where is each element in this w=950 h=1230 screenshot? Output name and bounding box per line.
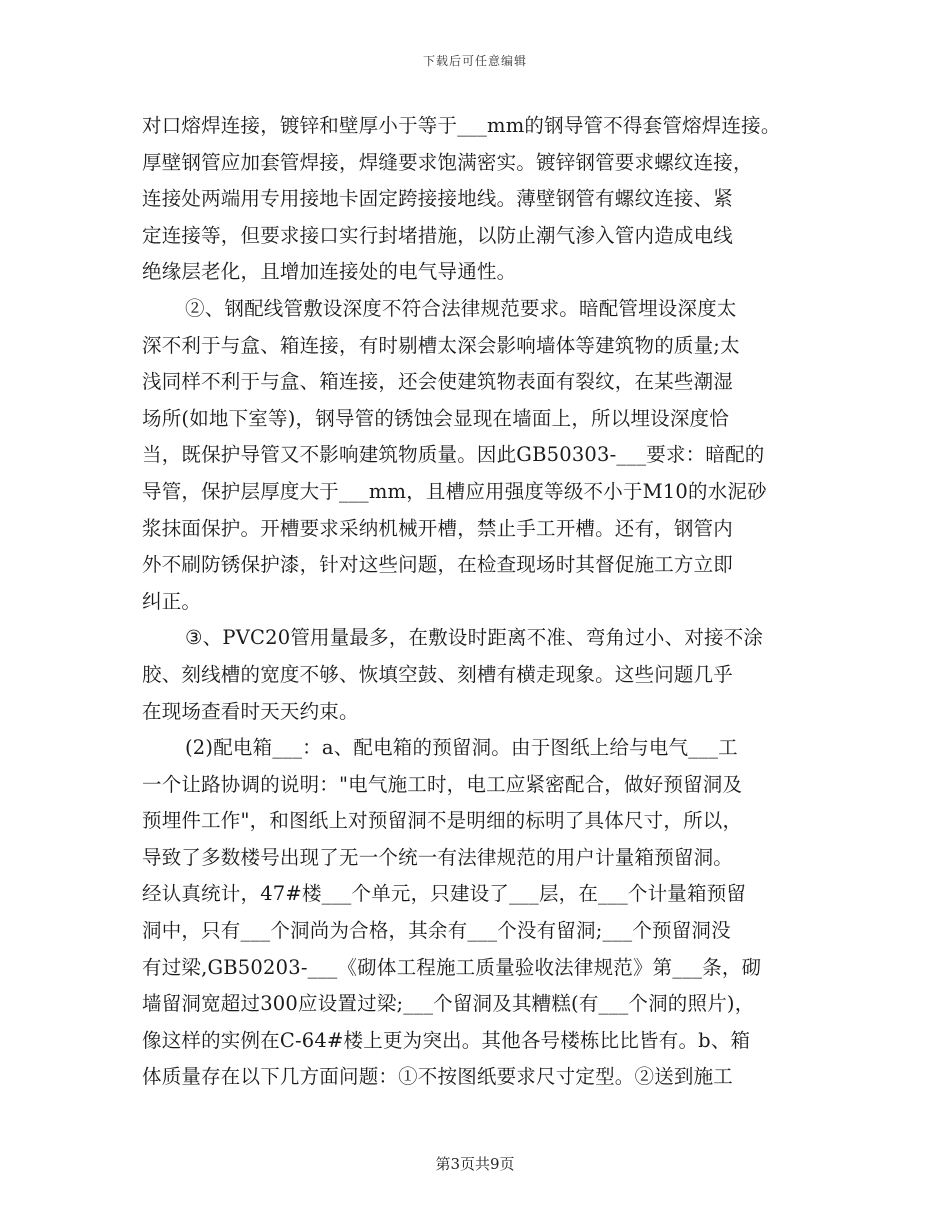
text-line: 胶、刻线槽的宽度不够、恢填空鼓、刻槽有横走现象。这些问题几乎 bbox=[142, 662, 734, 686]
text-line: 外不刷防锈保护漆，针对这些问题，在检查现场时其督促施工方立即 bbox=[142, 553, 734, 577]
text-line: 一个让路协调的说明："电气施工时，电工应紧密配合，做好预留洞及 bbox=[142, 772, 743, 796]
text-line: 像这样的实例在C-64#楼上更为突出。其他各号楼栋比比皆有。b、箱 bbox=[142, 1028, 751, 1052]
text-line: 有过梁,GB50203-___《砌体工程施工质量验收法律规范》第___条，砌 bbox=[142, 955, 762, 979]
text-line: 场所(如地下室等)，钢导管的锈蚀会显现在墙面上，所以埋设深度恰 bbox=[142, 406, 729, 430]
text-line: 连接处两端用专用接地卡固定跨接接地线。薄壁钢管有螺纹连接、紧 bbox=[142, 187, 734, 211]
document-body bbox=[142, 108, 817, 1096]
page-number: 第3页共9页 bbox=[435, 1155, 515, 1173]
text-line: ②、钢配线管敷设深度不符合法律规范要求。暗配管埋设深度太 bbox=[185, 296, 737, 320]
text-line: 定连接等，但要求接口实行封堵措施，以防止潮气渗入管内造成电线 bbox=[142, 223, 734, 247]
text-line: (2)配电箱___：a、配电箱的预留洞。由于图纸上给与电气___工 bbox=[185, 736, 738, 760]
text-line: 导致了多数楼号出现了无一个统一有法律规范的用户计量箱预留洞。 bbox=[142, 845, 734, 869]
text-line: 浅同样不利于与盒、箱连接，还会使建筑物表面有裂纹，在某些潮湿 bbox=[142, 370, 734, 394]
text-line: 浆抹面保护。开槽要求采纳机械开槽，禁止手工开槽。还有，钢管内 bbox=[142, 516, 734, 540]
text-line: 当，既保护导管又不影响建筑物质量。因此GB50303-___要求：暗配的 bbox=[142, 443, 765, 467]
text-line: 绝缘层老化，且增加连接处的电气导通性。 bbox=[142, 260, 517, 284]
text-line: 深不利于与盒、箱连接，有时剔槽太深会影响墙体等建筑物的质量;太 bbox=[142, 333, 740, 357]
text-line: 预埋件工作"，和图纸上对预留洞不是明细的标明了具体尺寸，所以， bbox=[142, 809, 743, 833]
page-header: 下载后可任意编辑 bbox=[422, 54, 527, 68]
text-line: 纠正。 bbox=[142, 589, 202, 613]
text-line: 厚壁钢管应加套管焊接，焊缝要求饱满密实。镀锌钢管要求螺纹连接， bbox=[142, 150, 753, 174]
text-line: 经认真统计，47#楼___个单元，只建设了___层，在___个计量箱预留 bbox=[142, 882, 747, 906]
text-line: 墙留洞宽超过300应设置过梁;___个留洞及其糟糕(有___个洞的照片)， bbox=[142, 992, 755, 1016]
text-line: 导管，保护层厚度大于___mm，且槽应用强度等级不小于M10的水泥砂 bbox=[142, 479, 767, 503]
text-line: 洞中，只有___个洞尚为合格，其余有___个没有留洞;___个预留洞没 bbox=[142, 919, 731, 943]
text-line: 体质量存在以下几方面问题：①不按图纸要求尺寸定型。②送到施工 bbox=[142, 1065, 734, 1089]
text-line: ③、PVC20管用量最多，在敷设时距离不准、弯角过小、对接不涂 bbox=[185, 626, 764, 650]
text-line: 在现场查看时天天约束。 bbox=[142, 699, 359, 723]
text-line: 对口熔焊连接，镀锌和壁厚小于等于___mm的钢导管不得套管熔焊连接。 bbox=[142, 114, 781, 137]
